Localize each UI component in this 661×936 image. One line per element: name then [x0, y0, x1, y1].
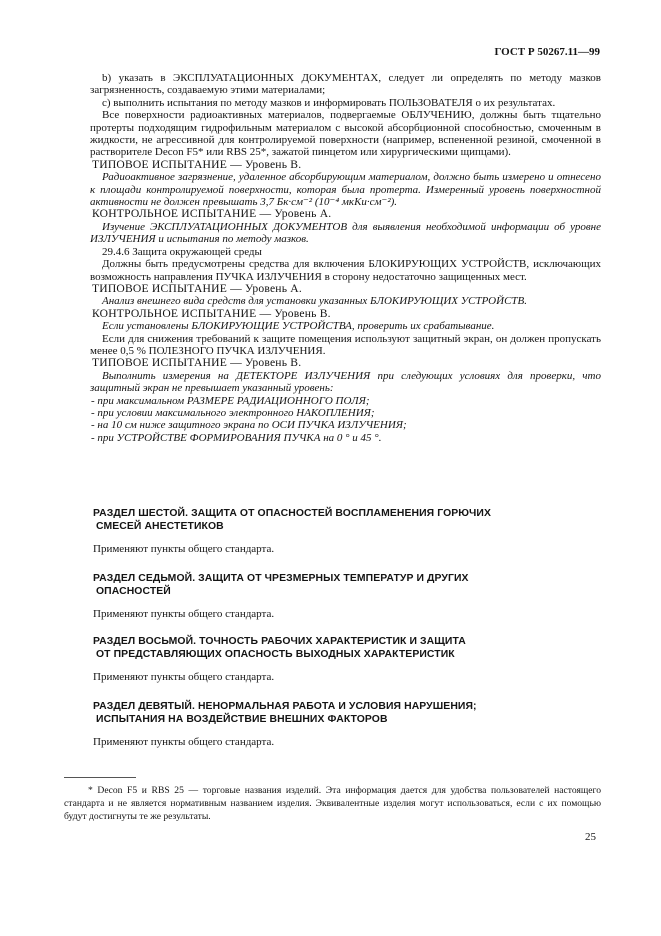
section-body: Применяют пункты общего стандарта.	[93, 736, 275, 749]
list-item: - на 10 см ниже защитного экрана по ОСИ ПУЧКА ИЗЛУЧЕНИЯ;	[91, 419, 407, 432]
test-level-label: КОНТРОЛЬНОЕ ИСПЫТАНИЕ — Уровень В.	[92, 306, 331, 320]
section-heading	[93, 636, 601, 661]
test-level-label: ТИПОВОЕ ИСПЫТАНИЕ — Уровень А.	[92, 281, 302, 295]
list-item: - при УСТРОЙСТВЕ ФОРМИРОВАНИЯ ПУЧКА на 0 ° и 45 °.	[91, 431, 382, 444]
clause-heading: 29.4.6 Защита окружающей среды	[102, 245, 262, 258]
list-item: - при условии максимального электронного НАКОПЛЕНИЯ;	[91, 406, 375, 419]
section-body: Применяют пункты общего стандарта.	[93, 608, 275, 621]
main-text-block	[90, 72, 601, 444]
section-9	[93, 701, 601, 760]
test-level-label: КОНТРОЛЬНОЕ ИСПЫТАНИЕ — Уровень А.	[92, 207, 332, 221]
section-heading-line: ОПАСНОСТЕЙ	[96, 585, 171, 597]
test-description: Анализ внешнего вида средств для установки указанных БЛОКИРУЮЩИХ УСТРОЙСТВ.	[102, 295, 527, 308]
test-description: Выполнить измерения на ДЕТЕКТОРЕ ИЗЛУЧЕНИЯ при следующих условиях для проверки, что защитный экран не превышает указанный уровень:	[90, 369, 601, 395]
section-8	[93, 636, 601, 695]
test-description: Изучение ЭКСПЛУАТАЦИОННЫХ ДОКУМЕНТОВ для выявления необходимой информации об уровне ИЗЛУЧЕНИЯ и испытания по методу мазков.	[90, 220, 601, 246]
section-heading	[93, 508, 601, 533]
section-heading-line: РАЗДЕЛ ШЕСТОЙ. ЗАЩИТА ОТ ОПАСНОСТЕЙ ВОСПЛАМЕНЕНИЯ ГОРЮЧИХ	[93, 508, 491, 519]
paragraph-item-b: b) указать в ЭКСПЛУАТАЦИОННЫХ ДОКУМЕНТАХ, следует ли определять по методу мазков загрязненность, создаваемую этими материалами;	[90, 72, 601, 97]
document-header: ГОСТ Р 50267.11—99	[494, 46, 600, 58]
section-heading	[93, 701, 601, 726]
section-heading-line: ИСПЫТАНИЯ НА ВОЗДЕЙСТВИЕ ВНЕШНИХ ФАКТОРОВ	[96, 713, 388, 725]
paragraph-interlocks: Должны быть предусмотрены средства для включения БЛОКИРУЮЩИХ УСТРОЙСТВ, исключающих возможность направления ПУЧКА ИЗЛУЧЕНИЯ в сторону недостаточно защищенных мест.	[90, 258, 601, 283]
test-description: Если установлены БЛОКИРУЮЩИЕ УСТРОЙСТВА, проверить их срабатывание.	[102, 320, 495, 333]
section-heading-line: РАЗДЕЛ СЕДЬМОЙ. ЗАЩИТА ОТ ЧРЕЗМЕРНЫХ ТЕМПЕРАТУР И ДРУГИХ	[93, 573, 469, 584]
section-heading-line: РАЗДЕЛ ДЕВЯТЫЙ. НЕНОРМАЛЬНАЯ РАБОТА И УСЛОВИЯ НАРУШЕНИЯ;	[93, 701, 477, 712]
footnote-divider	[64, 777, 136, 778]
section-6	[93, 508, 601, 567]
page-number: 25	[585, 831, 596, 843]
list-item: - при максимальном РАЗМЕРЕ РАДИАЦИОННОГО ПОЛЯ;	[91, 394, 370, 407]
test-level-label: ТИПОВОЕ ИСПЫТАНИЕ — Уровень В.	[92, 157, 302, 171]
test-level-label: ТИПОВОЕ ИСПЫТАНИЕ — Уровень В.	[92, 356, 302, 370]
section-heading	[93, 573, 601, 598]
section-body: Применяют пункты общего стандарта.	[93, 543, 275, 556]
paragraph-item-c: c) выполнить испытания по методу мазков и информировать ПОЛЬЗОВАТЕЛЯ о их результатах.	[102, 96, 556, 109]
section-heading-line: СМЕСЕЙ АНЕСТЕТИКОВ	[96, 520, 224, 532]
paragraph-shield: Если для снижения требований к защите помещения используют защитный экран, он должен пропускать менее 0,5 % ПОЛЕЗНОГО ПУЧКА ИЗЛУЧЕНИЯ.	[90, 332, 601, 357]
section-body: Применяют пункты общего стандарта.	[93, 671, 275, 684]
section-7	[93, 573, 601, 632]
footnote: * Decon F5 и RBS 25 — торговые названия изделий. Эта информация дается для удобства пользователей настоящего стандарта и не является нормативным названием изделия. Эквивалентные изделия могут использоваться, если с их помощью будут достигнуты те же результаты.	[64, 785, 601, 822]
paragraph-surfaces: Все поверхности радиоактивных материалов, подвергаемые ОБЛУЧЕНИЮ, должны быть тщательно протерты подходящим гидрофильным материалом с высокой абсорбционной способностью, смоченным в жидкости, не агрессивной для контролируемой поверхности (например, вспененной резиной, смоченной в растворителе Decon F5* или RBS 25*, зажатой пинцетом или хирургическими щипцами).	[90, 109, 601, 159]
section-heading-line: ОТ ПРЕДСТАВЛЯЮЩИХ ОПАСНОСТЬ ВЫХОДНЫХ ХАРАКТЕРИСТИК	[96, 648, 455, 660]
section-heading-line: РАЗДЕЛ ВОСЬМОЙ. ТОЧНОСТЬ РАБОЧИХ ХАРАКТЕРИСТИК И ЗАЩИТА	[93, 636, 466, 647]
test-description: Радиоактивное загрязнение, удаленное абсорбирующим материалом, должно быть измерено и отнесено к площади контролируемой поверхности, которая была протерта. Измеренный уровень поверхностной активности не должен превышать 3,7 Бк·см⁻² (10⁻⁴ мкКи·см⁻²).	[90, 171, 601, 209]
